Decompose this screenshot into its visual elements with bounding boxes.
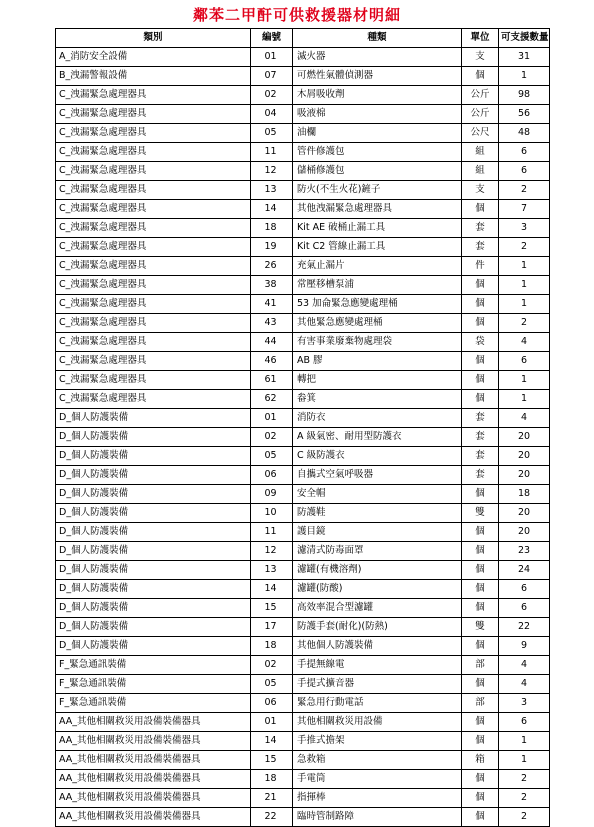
cell-unit: 支 [462, 48, 499, 67]
cell-quantity: 18 [499, 485, 550, 504]
cell-unit: 套 [462, 238, 499, 257]
cell-code: 02 [251, 656, 293, 675]
cell-name: Kit C2 管線止漏工具 [293, 238, 462, 257]
cell-category: D_個人防護裝備 [56, 637, 251, 656]
cell-quantity: 1 [499, 276, 550, 295]
table-row [56, 732, 550, 751]
cell-code: 21 [251, 789, 293, 808]
cell-unit: 箱 [462, 751, 499, 770]
cell-category: C_洩漏緊急處理器具 [56, 295, 251, 314]
cell-quantity: 6 [499, 143, 550, 162]
cell-name: 儲桶修護包 [293, 162, 462, 181]
cell-category: AA_其他相關救災用設備裝備器具 [56, 732, 251, 751]
cell-name: 木屑吸收劑 [293, 86, 462, 105]
cell-unit: 件 [462, 257, 499, 276]
cell-name: 手推式擔架 [293, 732, 462, 751]
cell-name: 濾罐(有機溶劑) [293, 561, 462, 580]
cell-unit: 個 [462, 542, 499, 561]
cell-unit: 個 [462, 485, 499, 504]
cell-quantity: 23 [499, 542, 550, 561]
cell-name: 護目鏡 [293, 523, 462, 542]
table-row [56, 485, 550, 504]
cell-category: AA_其他相關救災用設備裝備器具 [56, 751, 251, 770]
cell-category: C_洩漏緊急處理器具 [56, 219, 251, 238]
cell-category: D_個人防護裝備 [56, 542, 251, 561]
cell-category: D_個人防護裝備 [56, 504, 251, 523]
cell-unit: 支 [462, 181, 499, 200]
table-row [56, 86, 550, 105]
cell-code: 18 [251, 219, 293, 238]
cell-name: C 級防護衣 [293, 447, 462, 466]
table-row [56, 694, 550, 713]
cell-category: C_洩漏緊急處理器具 [56, 105, 251, 124]
cell-name: 手電筒 [293, 770, 462, 789]
cell-code: 43 [251, 314, 293, 333]
table-row [56, 143, 550, 162]
cell-code: 04 [251, 105, 293, 124]
table-row [56, 504, 550, 523]
cell-name: 管件修護包 [293, 143, 462, 162]
cell-code: 13 [251, 561, 293, 580]
cell-unit: 個 [462, 200, 499, 219]
cell-quantity: 1 [499, 295, 550, 314]
cell-code: 09 [251, 485, 293, 504]
cell-category: B_洩漏警報設備 [56, 67, 251, 86]
header-code: 編號 [251, 29, 293, 48]
cell-unit: 部 [462, 656, 499, 675]
cell-name: 高效率混合型濾罐 [293, 599, 462, 618]
cell-name: 急救箱 [293, 751, 462, 770]
table-row [56, 124, 550, 143]
cell-name: 手提式擴音器 [293, 675, 462, 694]
table-row [56, 352, 550, 371]
cell-quantity: 20 [499, 523, 550, 542]
table-header-row [56, 29, 550, 48]
cell-unit: 個 [462, 523, 499, 542]
cell-unit: 袋 [462, 333, 499, 352]
cell-unit: 個 [462, 675, 499, 694]
cell-quantity: 2 [499, 789, 550, 808]
cell-name: 畚箕 [293, 390, 462, 409]
cell-name: 手提無線電 [293, 656, 462, 675]
cell-quantity: 2 [499, 181, 550, 200]
table-row [56, 656, 550, 675]
cell-code: 38 [251, 276, 293, 295]
cell-quantity: 4 [499, 675, 550, 694]
cell-quantity: 4 [499, 333, 550, 352]
cell-category: D_個人防護裝備 [56, 428, 251, 447]
cell-unit: 個 [462, 637, 499, 656]
cell-name: 濾罐(防酸) [293, 580, 462, 599]
cell-quantity: 56 [499, 105, 550, 124]
cell-code: 05 [251, 124, 293, 143]
cell-unit: 個 [462, 276, 499, 295]
table-row [56, 219, 550, 238]
cell-name: 消防衣 [293, 409, 462, 428]
cell-code: 44 [251, 333, 293, 352]
table-row [56, 466, 550, 485]
cell-category: D_個人防護裝備 [56, 409, 251, 428]
table-row [56, 105, 550, 124]
cell-quantity: 1 [499, 751, 550, 770]
cell-name: 其他個人防護裝備 [293, 637, 462, 656]
cell-quantity: 98 [499, 86, 550, 105]
cell-code: 12 [251, 542, 293, 561]
cell-category: C_洩漏緊急處理器具 [56, 333, 251, 352]
table-row [56, 333, 550, 352]
cell-category: D_個人防護裝備 [56, 485, 251, 504]
cell-category: D_個人防護裝備 [56, 599, 251, 618]
cell-category: D_個人防護裝備 [56, 580, 251, 599]
table-row [56, 276, 550, 295]
cell-quantity: 20 [499, 428, 550, 447]
cell-quantity: 6 [499, 599, 550, 618]
equipment-table-container [55, 28, 550, 827]
cell-unit: 個 [462, 295, 499, 314]
cell-quantity: 2 [499, 808, 550, 827]
cell-name: 吸液棉 [293, 105, 462, 124]
header-name: 種類 [293, 29, 462, 48]
cell-unit: 個 [462, 314, 499, 333]
page-title: 鄰苯二甲酐可供救援器材明細 [192, 6, 401, 24]
cell-category: C_洩漏緊急處理器具 [56, 352, 251, 371]
cell-code: 62 [251, 390, 293, 409]
cell-unit: 公斤 [462, 105, 499, 124]
cell-quantity: 20 [499, 466, 550, 485]
cell-code: 14 [251, 732, 293, 751]
cell-name: 常壓移槽泵浦 [293, 276, 462, 295]
cell-name: AB 膠 [293, 352, 462, 371]
cell-name: 防護鞋 [293, 504, 462, 523]
cell-code: 11 [251, 523, 293, 542]
table-row [56, 295, 550, 314]
cell-unit: 個 [462, 67, 499, 86]
cell-category: D_個人防護裝備 [56, 447, 251, 466]
cell-category: C_洩漏緊急處理器具 [56, 276, 251, 295]
table-row [56, 599, 550, 618]
cell-quantity: 1 [499, 371, 550, 390]
cell-code: 41 [251, 295, 293, 314]
cell-unit: 組 [462, 162, 499, 181]
cell-quantity: 2 [499, 314, 550, 333]
cell-quantity: 20 [499, 447, 550, 466]
cell-category: C_洩漏緊急處理器具 [56, 200, 251, 219]
cell-unit: 套 [462, 466, 499, 485]
cell-name: 安全帽 [293, 485, 462, 504]
cell-name: 有害事業廢棄物處理袋 [293, 333, 462, 352]
table-row [56, 371, 550, 390]
cell-name: 臨時管制路障 [293, 808, 462, 827]
cell-category: D_個人防護裝備 [56, 618, 251, 637]
table-row [56, 580, 550, 599]
table-row [56, 67, 550, 86]
cell-code: 01 [251, 409, 293, 428]
cell-name: Kit AE 破桶止漏工具 [293, 219, 462, 238]
header-unit: 單位 [462, 29, 499, 48]
table-row [56, 200, 550, 219]
cell-code: 14 [251, 580, 293, 599]
cell-quantity: 24 [499, 561, 550, 580]
table-row [56, 181, 550, 200]
table-row [56, 48, 550, 67]
cell-code: 17 [251, 618, 293, 637]
cell-category: C_洩漏緊急處理器具 [56, 162, 251, 181]
cell-quantity: 2 [499, 770, 550, 789]
cell-code: 22 [251, 808, 293, 827]
cell-category: C_洩漏緊急處理器具 [56, 143, 251, 162]
cell-code: 01 [251, 713, 293, 732]
cell-code: 15 [251, 599, 293, 618]
cell-unit: 套 [462, 409, 499, 428]
cell-unit: 個 [462, 371, 499, 390]
cell-quantity: 1 [499, 67, 550, 86]
table-row [56, 618, 550, 637]
cell-code: 11 [251, 143, 293, 162]
cell-name: 濾清式防毒面罩 [293, 542, 462, 561]
cell-quantity: 6 [499, 162, 550, 181]
table-row [56, 789, 550, 808]
cell-quantity: 6 [499, 580, 550, 599]
cell-name: 防護手套(耐化)(防熱) [293, 618, 462, 637]
table-row [56, 637, 550, 656]
cell-unit: 個 [462, 770, 499, 789]
equipment-table [55, 28, 550, 827]
header-category: 類別 [56, 29, 251, 48]
cell-name: 其他緊急應變處理桶 [293, 314, 462, 333]
cell-category: D_個人防護裝備 [56, 523, 251, 542]
cell-quantity: 1 [499, 732, 550, 751]
cell-quantity: 4 [499, 409, 550, 428]
cell-category: A_消防安全設備 [56, 48, 251, 67]
cell-code: 06 [251, 466, 293, 485]
cell-quantity: 48 [499, 124, 550, 143]
cell-unit: 公尺 [462, 124, 499, 143]
table-row [56, 257, 550, 276]
cell-code: 10 [251, 504, 293, 523]
cell-unit: 組 [462, 143, 499, 162]
cell-code: 26 [251, 257, 293, 276]
cell-code: 18 [251, 770, 293, 789]
cell-unit: 部 [462, 694, 499, 713]
cell-quantity: 2 [499, 238, 550, 257]
cell-code: 61 [251, 371, 293, 390]
cell-code: 02 [251, 86, 293, 105]
cell-code: 18 [251, 637, 293, 656]
table-row [56, 162, 550, 181]
cell-unit: 個 [462, 561, 499, 580]
cell-code: 06 [251, 694, 293, 713]
cell-unit: 個 [462, 580, 499, 599]
cell-code: 19 [251, 238, 293, 257]
cell-category: F_緊急通訊裝備 [56, 694, 251, 713]
table-row [56, 770, 550, 789]
cell-unit: 雙 [462, 618, 499, 637]
table-row [56, 523, 550, 542]
cell-quantity: 4 [499, 656, 550, 675]
cell-category: AA_其他相關救災用設備裝備器具 [56, 713, 251, 732]
table-row [56, 542, 550, 561]
cell-quantity: 22 [499, 618, 550, 637]
cell-category: F_緊急通訊裝備 [56, 656, 251, 675]
table-row [56, 561, 550, 580]
table-row [56, 751, 550, 770]
cell-category: C_洩漏緊急處理器具 [56, 124, 251, 143]
cell-category: AA_其他相關救災用設備裝備器具 [56, 789, 251, 808]
cell-code: 02 [251, 428, 293, 447]
header-quantity: 可支援數量 [499, 29, 550, 48]
cell-category: C_洩漏緊急處理器具 [56, 86, 251, 105]
cell-unit: 個 [462, 808, 499, 827]
table-row [56, 675, 550, 694]
cell-unit: 雙 [462, 504, 499, 523]
cell-code: 15 [251, 751, 293, 770]
cell-quantity: 6 [499, 352, 550, 371]
cell-code: 12 [251, 162, 293, 181]
cell-name: 防火(不生火花)鏟子 [293, 181, 462, 200]
cell-unit: 套 [462, 447, 499, 466]
cell-unit: 個 [462, 713, 499, 732]
cell-name: 自攜式空氣呼吸器 [293, 466, 462, 485]
cell-unit: 套 [462, 428, 499, 447]
cell-code: 01 [251, 48, 293, 67]
cell-unit: 個 [462, 732, 499, 751]
cell-category: C_洩漏緊急處理器具 [56, 314, 251, 333]
table-row [56, 428, 550, 447]
cell-quantity: 9 [499, 637, 550, 656]
cell-name: 可燃性氣體偵測器 [293, 67, 462, 86]
cell-category: C_洩漏緊急處理器具 [56, 371, 251, 390]
table-row [56, 808, 550, 827]
cell-code: 05 [251, 447, 293, 466]
cell-name: 油欄 [293, 124, 462, 143]
cell-quantity: 1 [499, 390, 550, 409]
cell-category: AA_其他相關救災用設備裝備器具 [56, 808, 251, 827]
table-row [56, 409, 550, 428]
cell-code: 07 [251, 67, 293, 86]
table-body [56, 48, 550, 827]
cell-name: 指揮棒 [293, 789, 462, 808]
cell-category: D_個人防護裝備 [56, 561, 251, 580]
table-row [56, 713, 550, 732]
cell-code: 13 [251, 181, 293, 200]
cell-quantity: 20 [499, 504, 550, 523]
cell-code: 46 [251, 352, 293, 371]
cell-name: 其他相關救災用設備 [293, 713, 462, 732]
cell-category: C_洩漏緊急處理器具 [56, 390, 251, 409]
cell-name: 滅火器 [293, 48, 462, 67]
cell-name: 充氣止漏片 [293, 257, 462, 276]
cell-name: 轉把 [293, 371, 462, 390]
cell-quantity: 31 [499, 48, 550, 67]
cell-unit: 個 [462, 390, 499, 409]
cell-quantity: 3 [499, 219, 550, 238]
cell-code: 14 [251, 200, 293, 219]
cell-unit: 套 [462, 219, 499, 238]
cell-quantity: 7 [499, 200, 550, 219]
table-row [56, 390, 550, 409]
cell-quantity: 3 [499, 694, 550, 713]
cell-name: A 級氣密、耐用型防護衣 [293, 428, 462, 447]
cell-unit: 個 [462, 599, 499, 618]
cell-name: 其他洩漏緊急處理器具 [293, 200, 462, 219]
cell-unit: 公斤 [462, 86, 499, 105]
cell-unit: 個 [462, 352, 499, 371]
table-row [56, 314, 550, 333]
cell-category: F_緊急通訊裝備 [56, 675, 251, 694]
cell-category: C_洩漏緊急處理器具 [56, 257, 251, 276]
cell-quantity: 1 [499, 257, 550, 276]
table-row [56, 238, 550, 257]
cell-category: D_個人防護裝備 [56, 466, 251, 485]
cell-category: C_洩漏緊急處理器具 [56, 181, 251, 200]
table-row [56, 447, 550, 466]
cell-quantity: 6 [499, 713, 550, 732]
cell-unit: 個 [462, 789, 499, 808]
cell-code: 05 [251, 675, 293, 694]
cell-category: AA_其他相關救災用設備裝備器具 [56, 770, 251, 789]
cell-name: 53 加侖緊急應變處理桶 [293, 295, 462, 314]
cell-name: 緊急用行動電話 [293, 694, 462, 713]
cell-category: C_洩漏緊急處理器具 [56, 238, 251, 257]
